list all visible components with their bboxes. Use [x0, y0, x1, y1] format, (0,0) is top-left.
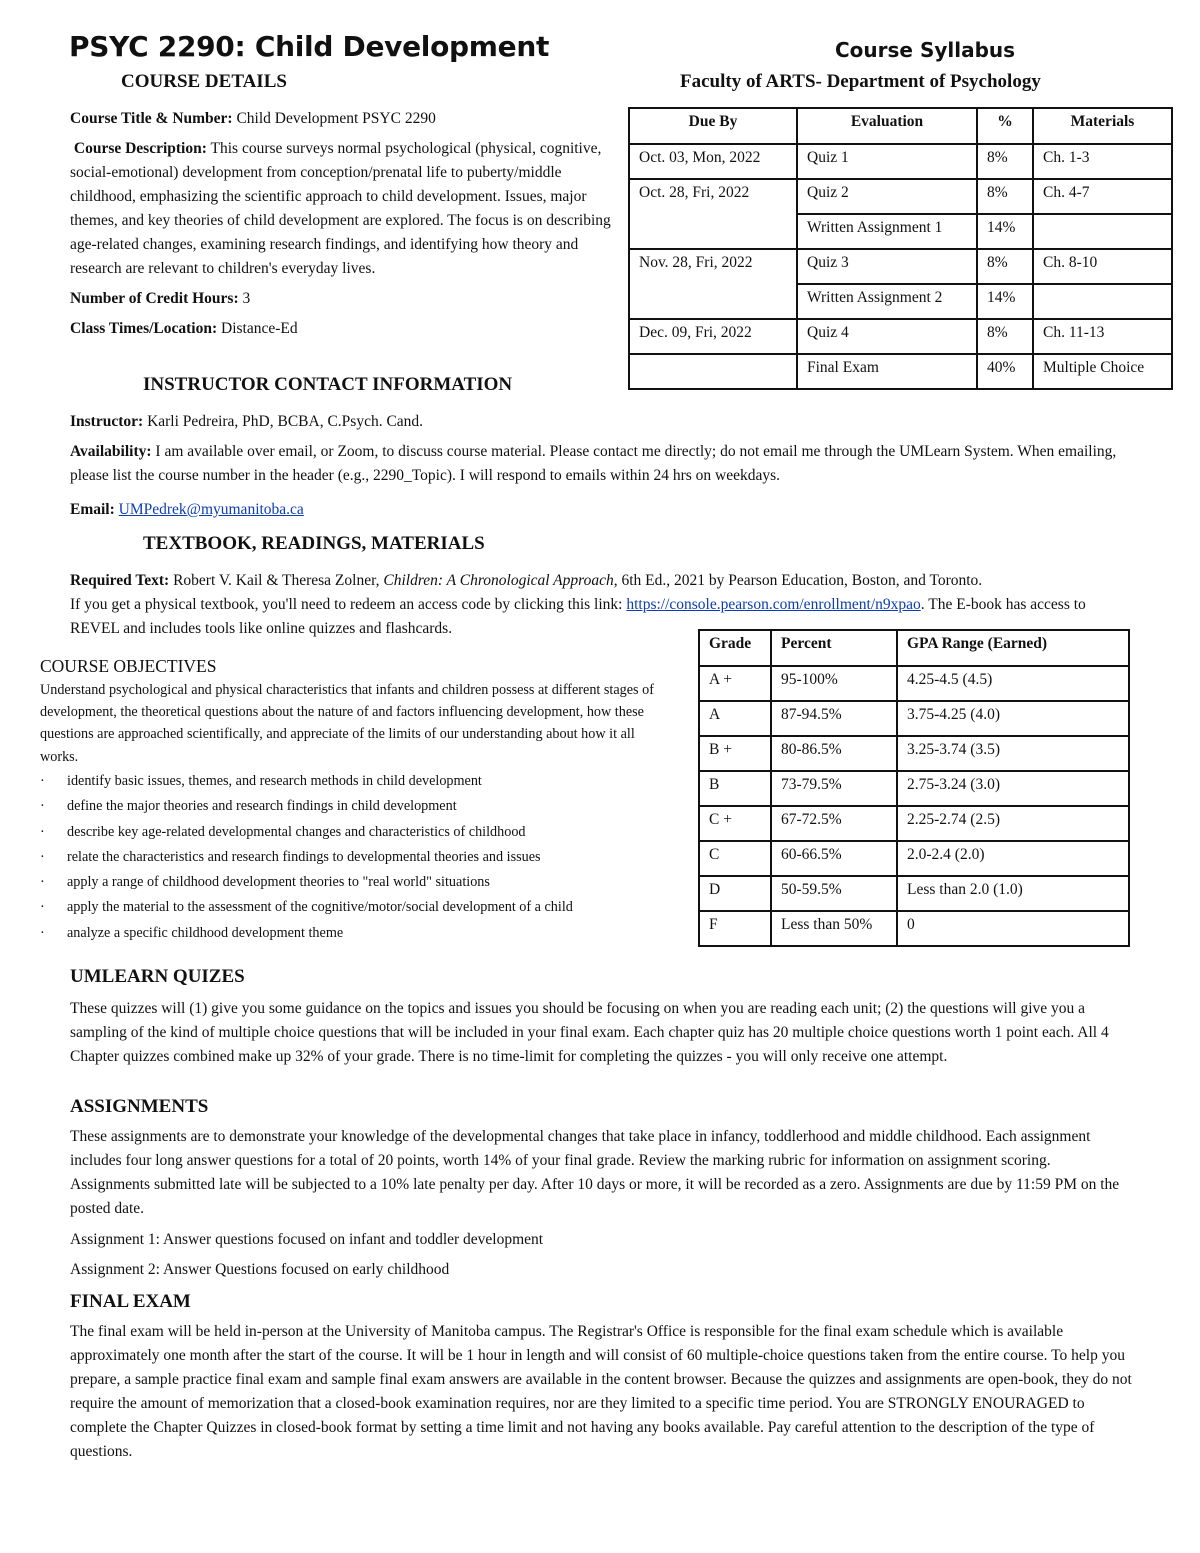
pct-cell: 40%	[977, 354, 1033, 389]
list-item: · analyze a specific childhood development theme	[40, 921, 690, 946]
eval-cell: Written Assignment 1	[797, 214, 977, 249]
assignment-2-text: Assignment 2: Answer Questions focused on early childhood	[70, 1261, 450, 1278]
class-times-value: Distance-Ed	[221, 320, 298, 337]
evaluation-header-row	[629, 108, 1172, 144]
access-code-text: If you get a physical textbook, you'll need to redeem an access code by clicking this link:	[70, 596, 623, 613]
gpa-cell: 4.25-4.5 (4.5)	[897, 666, 1129, 701]
required-text-label: Required Text:	[70, 572, 170, 589]
final-exam-text: The final exam will be held in-person at the University of Manitoba campus. The Registrar's Office is responsible for the final exam schedule which is available approximately one month after the start of the course. It will be 1 hour in length and will consist of 60 multiple-choice questions taken from the entire course. To help you prepare, a sample practice final exam and sample final exam answers are available in the content browser. Because the quizzes and assignments are open-book, they do not require the amount of memorization that a closed-book examination requires, nor are they limited to a specific time period. You are STRONGLY ENOURAGED to complete the Chapter Quizzes in closed-book format by setting a time limit and not having any books available. Pay careful attention to the description of the type of questions.	[70, 1323, 1132, 1460]
grade-cell: C	[699, 841, 771, 876]
class-times-label: Class Times/Location:	[70, 320, 218, 337]
grade-table	[698, 629, 1130, 947]
mat-cell: Ch. 8-10	[1033, 249, 1172, 284]
header-evaluation: Evaluation	[797, 108, 977, 144]
final-exam-heading: FINAL EXAM	[70, 1291, 191, 1312]
availability-label: Availability:	[70, 443, 152, 460]
list-item: · relate the characteristics and research findings to developmental theories and issues	[40, 845, 690, 870]
course-title-label: Course Title & Number:	[70, 110, 233, 127]
eval-cell: Quiz 4	[797, 319, 977, 354]
quizzes-heading: UMLEARN QUIZES	[70, 966, 245, 987]
mat-cell: Ch. 1-3	[1033, 144, 1172, 179]
eval-cell: Final Exam	[797, 354, 977, 389]
course-title-line	[70, 107, 615, 131]
required-text-authors: Robert V. Kail & Theresa Zolner,	[173, 572, 380, 589]
due-cell: Oct. 28, Fri, 2022	[629, 179, 797, 249]
table-row	[699, 771, 1129, 806]
mat-cell: Ch. 11-13	[1033, 319, 1172, 354]
list-item: · apply the material to the assessment of the cognitive/motor/social development of a child	[40, 895, 690, 920]
header-materials: Materials	[1033, 108, 1172, 144]
list-item: · identify basic issues, themes, and research methods in child development	[40, 769, 690, 794]
faculty-label: Faculty of ARTS- Department of Psychology	[680, 71, 1041, 92]
grade-header-row	[699, 630, 1129, 666]
table-row	[699, 841, 1129, 876]
table-row	[699, 876, 1129, 911]
availability-value: I am available over email, or Zoom, to discuss course material. Please contact me directly; do not email me through the UMLearn System. When emailing, please list the course number in the header (e.g., 2290_Topic). I will respond to emails within 24 hrs on weekdays.	[70, 443, 1117, 484]
table-row	[629, 354, 1172, 389]
table-row	[699, 666, 1129, 701]
ebook-text: . The E-book has access to REVEL and includes tools like online quizzes and flashcards.	[70, 596, 1086, 637]
percent-cell: 60-66.5%	[771, 841, 897, 876]
objectives-list	[40, 769, 690, 946]
eval-cell: Quiz 2	[797, 179, 977, 214]
assignments-heading: ASSIGNMENTS	[70, 1096, 209, 1117]
email-label: Email:	[70, 501, 115, 518]
email-line	[70, 498, 1130, 522]
course-description-label: Course Description:	[73, 140, 207, 157]
objectives-heading: COURSE OBJECTIVES	[40, 656, 217, 676]
gpa-cell: 2.0-2.4 (2.0)	[897, 841, 1129, 876]
grade-cell: B +	[699, 736, 771, 771]
credit-hours-line	[70, 287, 615, 311]
required-text-edition: , 6th Ed., 2021 by Pearson Education, Boston, and Toronto.	[613, 572, 983, 589]
percent-cell: 87-94.5%	[771, 701, 897, 736]
textbook-heading: TEXTBOOK, READINGS, MATERIALS	[143, 533, 485, 554]
pct-cell: 8%	[977, 249, 1033, 284]
instructor-label: Instructor:	[70, 413, 144, 430]
grade-cell: B	[699, 771, 771, 806]
due-cell: Oct. 03, Mon, 2022	[629, 144, 797, 179]
assignment-1-text: Assignment 1: Answer questions focused on infant and toddler development	[70, 1231, 544, 1248]
table-row	[629, 249, 1172, 284]
instructor-block	[70, 410, 1130, 522]
pct-cell: 8%	[977, 319, 1033, 354]
table-row	[629, 179, 1172, 214]
email-link[interactable]: UMPedrek@myumanitoba.ca	[118, 501, 304, 518]
grade-cell: F	[699, 911, 771, 946]
gpa-cell: 3.75-4.25 (4.0)	[897, 701, 1129, 736]
header-grade: Grade	[699, 630, 771, 666]
header-due-by: Due By	[629, 108, 797, 144]
gpa-cell: Less than 2.0 (1.0)	[897, 876, 1129, 911]
class-times-line	[70, 317, 615, 341]
table-row	[699, 806, 1129, 841]
percent-cell: Less than 50%	[771, 911, 897, 946]
table-row	[699, 736, 1129, 771]
assignments-text: These assignments are to demonstrate your knowledge of the developmental changes that take place in infancy, toddlerhood and middle childhood. Each assignment includes four long answer questions for a total of 20 points, worth 14% of your final grade. Review the marking rubric for information on assignment scoring. Assignments submitted late will be subjected to a 10% late penalty per day. After 10 days or more, it will be recorded as a zero. Assignments are due by 11:59 PM on the posted date.	[70, 1128, 1120, 1217]
course-title-value: Child Development PSYC 2290	[236, 110, 436, 127]
due-cell: Dec. 09, Fri, 2022	[629, 319, 797, 354]
mat-cell	[1033, 214, 1172, 249]
percent-cell: 50-59.5%	[771, 876, 897, 911]
instructor-line	[70, 410, 1130, 434]
gpa-cell: 3.25-3.74 (3.5)	[897, 736, 1129, 771]
gpa-cell: 0	[897, 911, 1129, 946]
due-cell: Nov. 28, Fri, 2022	[629, 249, 797, 319]
instructor-heading: INSTRUCTOR CONTACT INFORMATION	[143, 374, 513, 395]
eval-cell: Written Assignment 2	[797, 284, 977, 319]
list-item: · apply a range of childhood development theories to "real world" situations	[40, 870, 690, 895]
table-row	[699, 911, 1129, 946]
header-percent: %	[977, 108, 1033, 144]
course-details-heading: COURSE DETAILS	[121, 71, 287, 92]
list-item: · define the major theories and research findings in child development	[40, 794, 690, 819]
gpa-cell: 2.75-3.24 (3.0)	[897, 771, 1129, 806]
percent-cell: 67-72.5%	[771, 806, 897, 841]
quizzes-text: These quizzes will (1) give you some guidance on the topics and issues you should be focusing on when you are reading each unit; (2) the questions will give you a sampling of the kind of multiple choice questions that will be included in your final exam. Each chapter quiz has 20 multiple choice questions worth 1 point each. All 4 Chapter quizzes combined make up 32% of your grade. There is no time-limit for completing the quizzes - you will only receive one attempt.	[70, 1000, 1109, 1065]
grade-cell: D	[699, 876, 771, 911]
pct-cell: 14%	[977, 214, 1033, 249]
pct-cell: 8%	[977, 144, 1033, 179]
table-row	[629, 144, 1172, 179]
evaluation-table	[628, 107, 1173, 390]
availability-line	[70, 440, 1130, 488]
course-details-block	[70, 107, 615, 341]
gpa-cell: 2.25-2.74 (2.5)	[897, 806, 1129, 841]
pct-cell: 8%	[977, 179, 1033, 214]
percent-cell: 80-86.5%	[771, 736, 897, 771]
pearson-enrollment-link[interactable]: https://console.pearson.com/enrollment/n9xpao	[626, 596, 921, 613]
table-row	[629, 319, 1172, 354]
list-item: · describe key age-related developmental changes and characteristics of childhood	[40, 820, 690, 845]
page-title: PSYC 2290: Child Development	[69, 30, 550, 63]
pct-cell: 14%	[977, 284, 1033, 319]
eval-cell: Quiz 1	[797, 144, 977, 179]
grade-cell: C +	[699, 806, 771, 841]
grade-cell: A +	[699, 666, 771, 701]
credit-hours-label: Number of Credit Hours:	[70, 290, 239, 307]
grade-cell: A	[699, 701, 771, 736]
required-text-title: Children: A Chronological Approach	[383, 572, 614, 589]
eval-cell: Quiz 3	[797, 249, 977, 284]
mat-cell: Ch. 4-7	[1033, 179, 1172, 214]
percent-cell: 73-79.5%	[771, 771, 897, 806]
header-gpa-range: GPA Range (Earned)	[897, 630, 1129, 666]
credit-hours-value: 3	[242, 290, 251, 307]
course-description-value: This course surveys normal psychological (physical, cognitive, social-emotional) development from conception/prenatal life to puberty/middle childhood, emphasizing the scientific approach to child development. Issues, major themes, and key theories of child development are explored. The focus is on describing age-related changes, examining research findings, and identifying how theory and research are relevant to children's everyday lives.	[70, 140, 611, 277]
syllabus-label: Course Syllabus	[835, 38, 1016, 62]
objectives-intro: Understand psychological and physical characteristics that infants and children possess at different stages of development, the theoretical questions about the nature of and factors influencing development, how these questions are approached scientifically, and appreciate of the limits of our understanding about how it all works.	[40, 682, 654, 765]
mat-cell: Multiple Choice	[1033, 354, 1172, 389]
table-row	[699, 701, 1129, 736]
instructor-value: Karli Pedreira, PhD, BCBA, C.Psych. Cand.	[147, 413, 424, 430]
mat-cell	[1033, 284, 1172, 319]
course-description	[70, 137, 615, 281]
due-cell	[629, 354, 797, 389]
required-text-line	[70, 569, 1130, 593]
percent-cell: 95-100%	[771, 666, 897, 701]
header-percent: Percent	[771, 630, 897, 666]
